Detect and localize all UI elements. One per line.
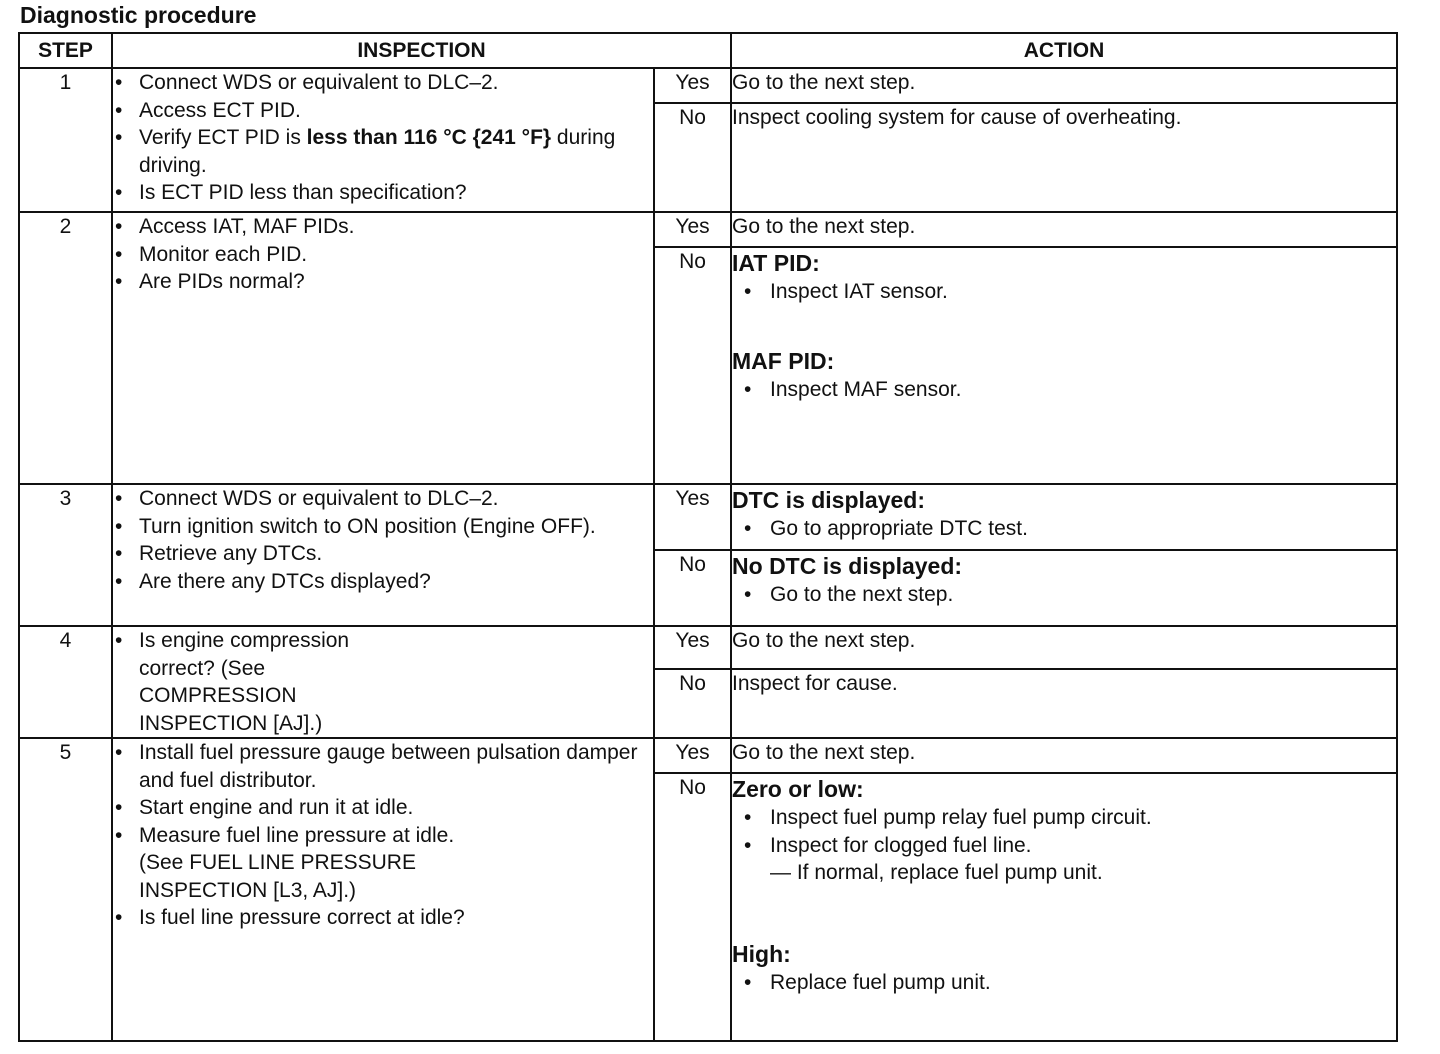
no-label: No — [654, 669, 731, 738]
yes-action: Go to the next step. — [731, 68, 1397, 103]
action-heading: DTC is displayed: — [732, 487, 925, 513]
no-label: No — [654, 103, 731, 212]
action-group — [732, 248, 1396, 306]
action-item: • Inspect MAF sensor. — [732, 376, 1396, 404]
inspection-item: • Access IAT, MAF PIDs. — [113, 213, 653, 241]
action-heading: No DTC is displayed: — [732, 553, 963, 579]
action-heading: MAF PID: — [732, 347, 835, 374]
inspection-item: • Access ECT PID. — [113, 97, 653, 125]
inspection-text: Verify ECT PID is — [139, 126, 307, 149]
inspection-item: • Install fuel pressure gauge between pulsation damper and fuel distributor. — [113, 739, 653, 794]
step-4-yes-row — [19, 626, 1397, 669]
action-item: • Go to appropriate DTC test. — [732, 515, 1396, 543]
yes-label: Yes — [654, 738, 731, 773]
inspection-item: • Is fuel line pressure correct at idle? — [113, 904, 653, 932]
step-3-yes-row — [19, 484, 1397, 550]
step-number: 1 — [19, 68, 112, 212]
step-4-inspection — [112, 626, 654, 738]
step-number: 4 — [19, 626, 112, 738]
inspection-item: • Measure fuel line pressure at idle. (See FUEL LINE PRESSURE INSPECTION [L3, AJ].) — [113, 822, 469, 905]
inspection-item: • Are PIDs normal? — [113, 268, 653, 296]
inspection-item: • Connect WDS or equivalent to DLC–2. — [113, 69, 653, 97]
no-label: No — [654, 773, 731, 1041]
action-heading: Zero or low: — [732, 776, 864, 802]
step-2-yes-row — [19, 212, 1397, 247]
inspection-item: • Is engine compression correct? (See COMPRESSION INSPECTION [AJ].) — [113, 627, 383, 737]
step-3-inspection — [112, 484, 654, 626]
yes-action: Go to the next step. — [731, 626, 1397, 669]
header-row — [19, 33, 1397, 68]
inspection-item — [113, 124, 653, 179]
step-number: 2 — [19, 212, 112, 484]
inspection-item: • Monitor each PID. — [113, 241, 653, 269]
diagnostic-procedure-table — [18, 32, 1398, 1042]
no-label: No — [654, 550, 731, 626]
header-step: STEP — [19, 33, 112, 68]
no-action — [731, 247, 1397, 484]
header-action: ACTION — [731, 33, 1397, 68]
action-item: • Inspect IAT sensor. — [732, 278, 1396, 306]
yes-label: Yes — [654, 68, 731, 103]
inspection-item: • Are there any DTCs displayed? — [113, 568, 653, 596]
step-number: 5 — [19, 738, 112, 1041]
inspection-item: • Connect WDS or equivalent to DLC–2. — [113, 485, 653, 513]
document-title: Diagnostic procedure — [20, 2, 257, 28]
inspection-item: • Is ECT PID less than specification? — [113, 179, 653, 207]
yes-label: Yes — [654, 484, 731, 550]
action-item: • Inspect fuel pump relay fuel pump circuit. — [732, 804, 1396, 832]
yes-label: Yes — [654, 626, 731, 669]
yes-action: Go to the next step. — [731, 738, 1397, 773]
header-inspection: INSPECTION — [112, 33, 731, 68]
yes-label: Yes — [654, 212, 731, 247]
inspection-item: • Retrieve any DTCs. — [113, 540, 653, 568]
action-group — [732, 346, 1396, 404]
no-action: Inspect cooling system for cause of overheating. — [731, 103, 1397, 212]
step-1-yes-row — [19, 68, 1397, 103]
action-item: • Go to the next step. — [732, 581, 1396, 609]
yes-action: Go to the next step. — [731, 212, 1397, 247]
no-label: No — [654, 247, 731, 484]
no-action — [731, 550, 1397, 626]
action-heading: High: — [732, 940, 791, 967]
action-group — [732, 774, 1396, 887]
inspection-item: • Start engine and run it at idle. — [113, 794, 653, 822]
step-5-inspection — [112, 738, 654, 1041]
yes-action — [731, 484, 1397, 550]
step-5-yes-row — [19, 738, 1397, 773]
no-action — [731, 773, 1397, 1041]
action-note: — If normal, replace fuel pump unit. — [770, 861, 1103, 884]
specification-value: less than 116 °C {241 °F} — [306, 126, 552, 149]
action-item: • Inspect for clogged fuel line. — [732, 832, 1396, 860]
step-number: 3 — [19, 484, 112, 626]
action-group — [732, 939, 1396, 997]
action-item: • Replace fuel pump unit. — [732, 969, 1396, 997]
step-1-inspection — [112, 68, 654, 212]
inspection-item: • Turn ignition switch to ON position (Engine OFF). — [113, 513, 653, 541]
no-action: Inspect for cause. — [731, 669, 1397, 738]
action-heading: IAT PID: — [732, 250, 820, 276]
step-2-inspection — [112, 212, 654, 484]
inspection-text: during driving. — [139, 126, 616, 177]
